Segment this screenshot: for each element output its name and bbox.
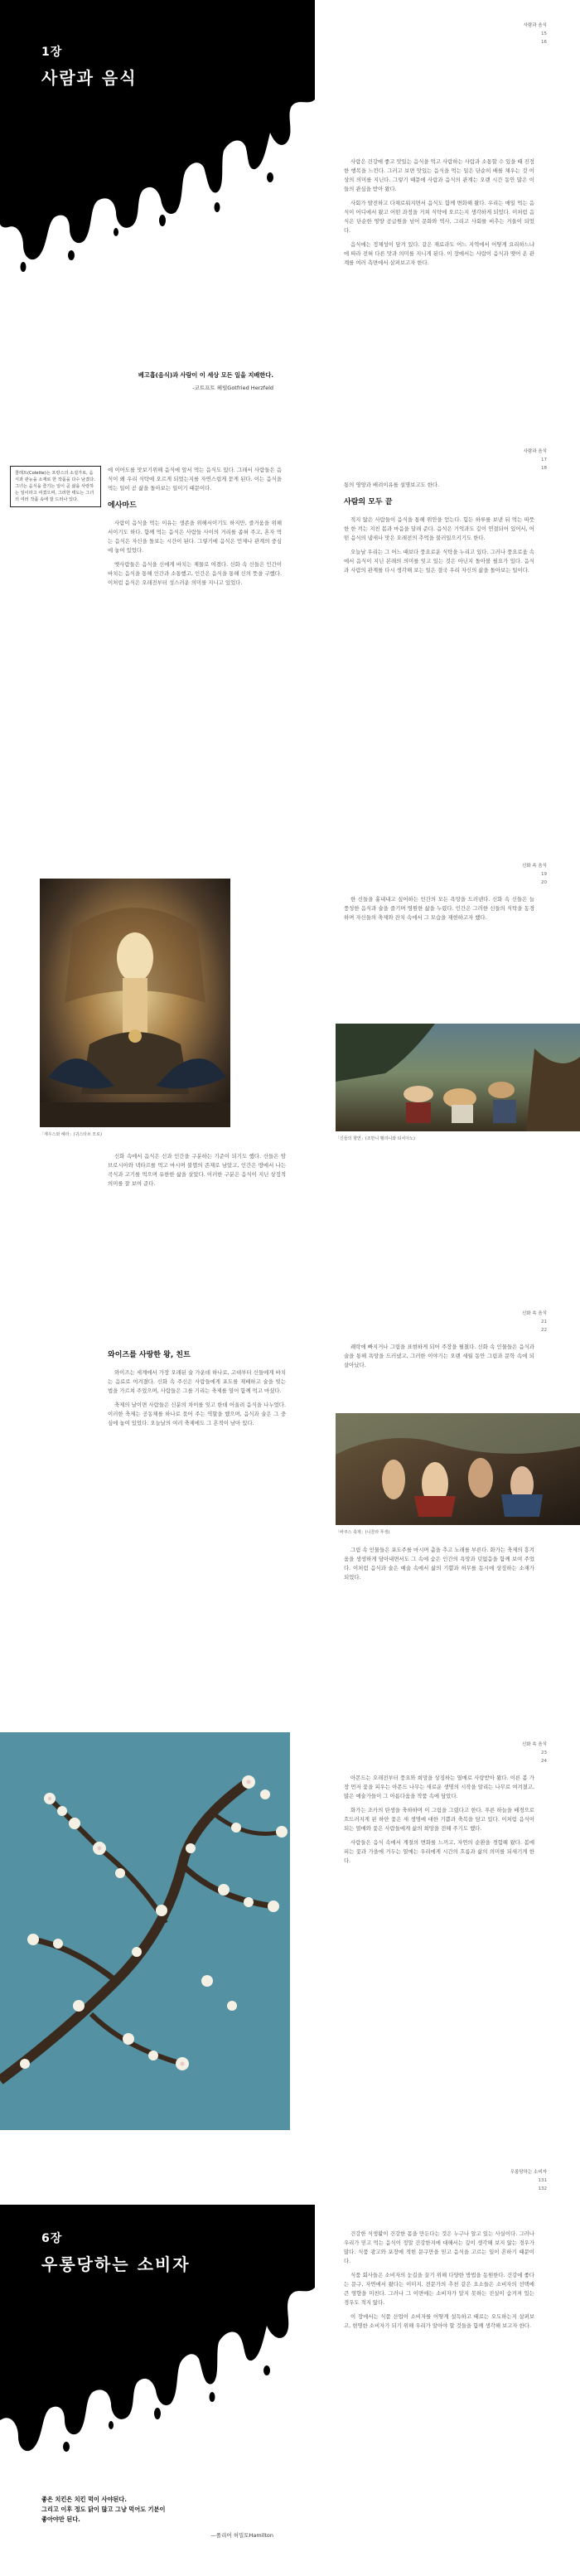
section-heading: 에사마드: [108, 501, 137, 510]
paragraph: 사람이 음식을 먹는 이유는 생존을 위해서이기도 하지만, 즐거움을 위해서이기도 하다. 함께 먹는 음식은 사람들 사이의 거리를 좁혀 주고, 혼자 먹는 음식은 자신을 돌보는 시간이 된다. 그렇기에 음식은 언제나 관계의 중심에 놓여 있었다.: [108, 520, 282, 554]
running-header: 신화 속 음식: [521, 1311, 547, 1316]
content-page: [0, 431, 580, 845]
body-text-left: [108, 466, 282, 593]
body-text: [344, 157, 534, 273]
epigraph-text: 베고흡(음식)과 사람이 이 세상 모든 일을 지배한다.: [138, 371, 273, 379]
body-text-right: [344, 1343, 534, 1375]
page-number: 22: [541, 1328, 547, 1333]
section-heading: 와이즈를 사랑한 왕, 친트: [108, 1351, 191, 1359]
paragraph: 통의 영양과 배려이유를 설명보고도 한다.: [344, 482, 440, 488]
painting-almond-blossom: [0, 1732, 290, 2130]
body-text: [344, 2230, 534, 2336]
paragraph: 신화 속에서 음식은 신과 인간을 구분하는 기준이 되기도 했다. 신들은 암브로시아와 넥타르를 먹고 마시며 불멸의 존재로 남았고, 인간은 땅에서 나는 곡식과 고기를 먹으며 유한한 삶을 살았다. 이러한 구분은 음식이 지닌 상징적 의미를 잘 보여 준다.: [108, 1153, 286, 1187]
paragraph: 쾌락에 빠지거나 그림을 표현하게 되어 주장을 펼쳤다. 신화 속 인물들은 음식과 술을 통해 욕망을 드러냈고, 그러한 이야기는 오랜 세월 동안 그림과 문학 속에 되살아났다.: [344, 1344, 534, 1368]
image-caption: 「신들의 향연」(조반니 벨리니와 티치아노): [336, 1136, 415, 1141]
body-text-left: [108, 1343, 286, 1433]
body-text-right: [344, 895, 534, 927]
content-page: [0, 845, 580, 1293]
running-header: 신화 속 음식: [521, 1742, 547, 1747]
image-caption: 「바쿠스 축제」(니콜라 푸생): [336, 1530, 390, 1535]
epigraph: [41, 371, 273, 391]
body-text-right: [344, 1774, 534, 1871]
chapter-title: [41, 43, 138, 89]
paragraph: 옛사람들은 음식을 신에게 바치는 제물로 여겼다. 신화 속 신들은 인간이 바치는 음식을 통해 인간과 소통했고, 인간은 음식을 통해 신의 뜻을 구했다. 이처럼 음식은 오래전부터 성스러운 의미를 지니고 있었다.: [108, 561, 282, 586]
page-number: 24: [541, 1759, 547, 1764]
painting-feast-of-gods: [336, 1024, 580, 1131]
paragraph: 사람은 건강에 좋고 맛있는 음식을 먹고 사람하는 사람과 소통할 수 있을 때 진정한 행복을 느낀다. 그러고 보면 맛있는 음식을 먹는 일은 단순히 배를 채우는 것 이상의 의미를 지닌다. 그렇기 때문에 사람과 음식의 관계는 오랜 시간 동안 많은 이들의 관심을 받아 왔다.: [344, 158, 534, 192]
image-caption: 「제우스와 헤라」(귀스타브 모로): [40, 1132, 103, 1137]
paragraph: 축제의 날이면 사람들은 신분의 차이를 잊고 한데 어울려 음식을 나누었다. 이러한 축제는 공동체를 하나로 묶어 주는 역할을 했으며, 음식과 술은 그 중심에 놓여 있었다. 오늘날의 여러 축제에도 그 흔적이 남아 있다.: [108, 1402, 286, 1426]
page-number: 19: [541, 872, 547, 877]
body-text-left: [108, 1152, 286, 1194]
page-number: 23: [541, 1750, 547, 1755]
running-header: 사람과 음식: [523, 449, 547, 454]
page-number: 15: [541, 31, 547, 36]
page-number: 21: [541, 1319, 547, 1324]
epigraph-author: -코트프트 헤럴Gotfried Herzfeld: [192, 385, 273, 391]
chapter1-page: [0, 0, 580, 431]
running-header: 우롱당하는 소비자: [510, 2170, 547, 2175]
paragraph: 한 신들을 흉내내고 싶어하는 인간의 모든 욕망을 드러낸다. 신화 속 신들은 늘 풍성한 음식과 술을 즐기며 영원한 삶을 누렸다. 인간은 그러한 신들의 식탁을 동경하며 자신들의 축제와 잔치 속에서 그 모습을 재현하고자 했다.: [344, 896, 534, 921]
chapter6-page: [0, 2147, 580, 2576]
ink-drip-graphic: [0, 0, 315, 282]
section-heading: 사람의 모두 끝: [344, 498, 393, 506]
page-number: 18: [541, 466, 547, 471]
paragraph: 적지 않은 사람들이 음식을 통해 위안을 얻는다. 힘든 하루를 보낸 뒤 먹는 따뜻한 한 끼는 지친 몸과 마음을 달래 준다. 음식은 기억과도 깊이 연결되어 있어서, 어떤 음식의 냄새나 맛은 오래전의 추억을 불러일으키기도 한다.: [344, 516, 534, 541]
running-header: 사람과 음식: [523, 23, 547, 28]
body-text-right-bottom: [344, 1546, 534, 1587]
paragraph: 와이즈는 세계에서 가장 오래된 술 가운데 하나로, 고대부터 신들에게 바치는 음료로 여겨졌다. 신화 속 주신은 사람들에게 포도를 재배하고 술을 빚는 법을 가르쳐 주었으며, 사람들은 그를 기리는 축제를 열어 함께 먹고 마셨다.: [108, 1369, 286, 1394]
chapter-title: [41, 2230, 191, 2275]
painting-bacchanal: [336, 1413, 580, 1525]
epigraph: [41, 2495, 273, 2539]
paragraph: 사람들은 음식 속에서 계절의 변화를 느끼고, 자연의 순환을 경험해 왔다. 봄에 피는 꽃과 가을에 거두는 열매는 우리에게 시간의 흐름과 삶의 의미를 되새기게 한다.: [344, 1839, 534, 1864]
paragraph: 그림 속 인물들은 포도주를 마시며 춤을 추고 노래를 부른다. 화가는 축제의 흥겨움을 생생하게 담아내면서도 그 속에 숨은 인간의 욕망과 덧없음을 함께 보여 주었다. 이처럼 음식과 술은 예술 속에서 삶의 기쁨과 허무를 동시에 상징하는 소재가 되었다.: [344, 1547, 534, 1581]
chapter-name: 사람과 음식: [41, 68, 138, 88]
page-number: 20: [541, 880, 547, 885]
paragraph: 오늘날 우리는 그 어느 때보다 풍요로운 식탁을 누리고 있다. 그러나 풍요로움 속에서 음식이 지닌 본래의 의미를 잊고 있는 것은 아닌지 돌아볼 필요가 있다. 음식과 사람의 관계를 다시 생각해 보는 일은 결국 우리 자신의 삶을 돌아보는 일이다.: [344, 549, 534, 574]
side-note: 콜레트(Colette)는 프랑스의 소설가로, 음식과 관능을 소재로 한 작품을 다수 남겼다. 그녀는 음식을 즐기는 일이 곧 삶을 사랑하는 일이라고 여겼으며, 그러한 태도는 그녀의 여러 작품 속에 잘 드러나 있다.: [10, 466, 101, 507]
chapter-name: 우롱당하는 소비자: [41, 2254, 191, 2274]
paragraph: 이 장에서는 식품 산업이 소비자를 어떻게 설득하고 때로는 오도하는지 살펴보고, 현명한 소비자가 되기 위해 우리가 알아야 할 것들을 함께 생각해 보고자 한다.: [344, 2313, 534, 2329]
page-number: 132: [538, 2186, 547, 2191]
running-header: 신화 속 음식: [521, 864, 547, 869]
paragraph: 건강한 식생활이 건강한 몸을 만든다는 것은 누구나 알고 있는 사실이다. 그러나 우리가 믿고 먹는 음식이 정말 건강한지에 대해서는 깊이 생각해 보지 않는 경우가 많다. 식품 광고와 포장에 적힌 문구만을 믿고 음식을 고르는 일이 흔하기 때문이다.: [344, 2230, 534, 2264]
paragraph: 식품 회사들은 소비자의 눈길을 끌기 위해 다양한 방법을 동원한다. 건강에 좋다는 문구, 자연에서 왔다는 이미지, 전문가의 추천 같은 요소들은 소비자의 선택에 큰 영향을 미친다. 그러나 그 이면에는 소비자가 알지 못하는 진실이 숨겨져 있는 경우도 적지 않다.: [344, 2272, 534, 2306]
paragraph: 아몬드는 오래전부터 풍요와 희망을 상징하는 열매로 사랑받아 왔다. 이른 봄 가장 먼저 꽃을 피우는 아몬드 나무는 새로운 생명의 시작을 알리는 나무로 여겨졌고, 많은 예술가들이 그 아름다움을 작품 속에 담았다.: [344, 1775, 534, 1799]
paragraph: 사회가 발전하고 다채로워지면서 음식도 함께 변화해 왔다. 우리는 매일 먹는 음식이 어디에서 왔고 어떤 과정을 거쳐 식탁에 오르는지 생각하게 되었다. 이처럼 음식은 단순한 영양 공급원을 넘어 문화와 역사, 그리고 사회를 비추는 거울이 되었다.: [344, 200, 534, 234]
paragraph: 화가는 조카의 탄생을 축하하며 이 그림을 그렸다고 한다. 푸른 하늘을 배경으로 흐드러지게 핀 하얀 꽃은 새 생명에 대한 기쁨과 축복을 담고 있다. 이처럼 음식이 되는 열매와 꽃은 사람들에게 삶의 희망을 전해 주기도 했다.: [344, 1807, 534, 1832]
page-number: 17: [541, 458, 547, 462]
page-number: 16: [541, 40, 547, 45]
epigraph-line: 좋은 치킨은 치킨 먹이 사야된다.: [41, 2496, 128, 2503]
page-number: 131: [538, 2178, 547, 2183]
content-page: [0, 1293, 580, 1724]
body-text-right: [344, 481, 534, 580]
chapter-number: 6장: [41, 2232, 63, 2245]
epigraph-line: 좋아야만 된다.: [41, 2515, 80, 2523]
epigraph-author: —폴리어 허밀토Hamilton: [210, 2532, 273, 2539]
epigraph-line: 그리고 이후 정도 닭이 많고 그냥 먹어도 기분이: [41, 2506, 166, 2513]
chapter-number: 1장: [41, 46, 63, 59]
image-caption: 「꽃 피는 아몬드 나무」(빈센트 반 고흐): [7, 2135, 81, 2140]
content-page: [0, 1724, 580, 2147]
painting-jupiter-semele: [40, 879, 230, 1127]
ink-drip-graphic: [0, 2180, 315, 2462]
paragraph: 음식에는 정체성이 담겨 있다. 같은 재료라도 어느 지역에서 어떻게 요리하느냐에 따라 전혀 다른 맛과 의미를 지니게 된다. 이 장에서는 사람이 음식과 맺어 온 관계를 여러 측면에서 살펴보고자 한다.: [344, 241, 534, 266]
paragraph: 에 이어도를 맛보기위해 음식에 앞서 먹는 음식도 있다. 그래서 사람들은 음식이 왜 우리 식탁에 오르게 되었는지를 자연스럽게 묻게 된다. 이는 음식을 먹는 일이 곧 삶을 돌아보는 일이기 때문이다.: [108, 467, 282, 491]
